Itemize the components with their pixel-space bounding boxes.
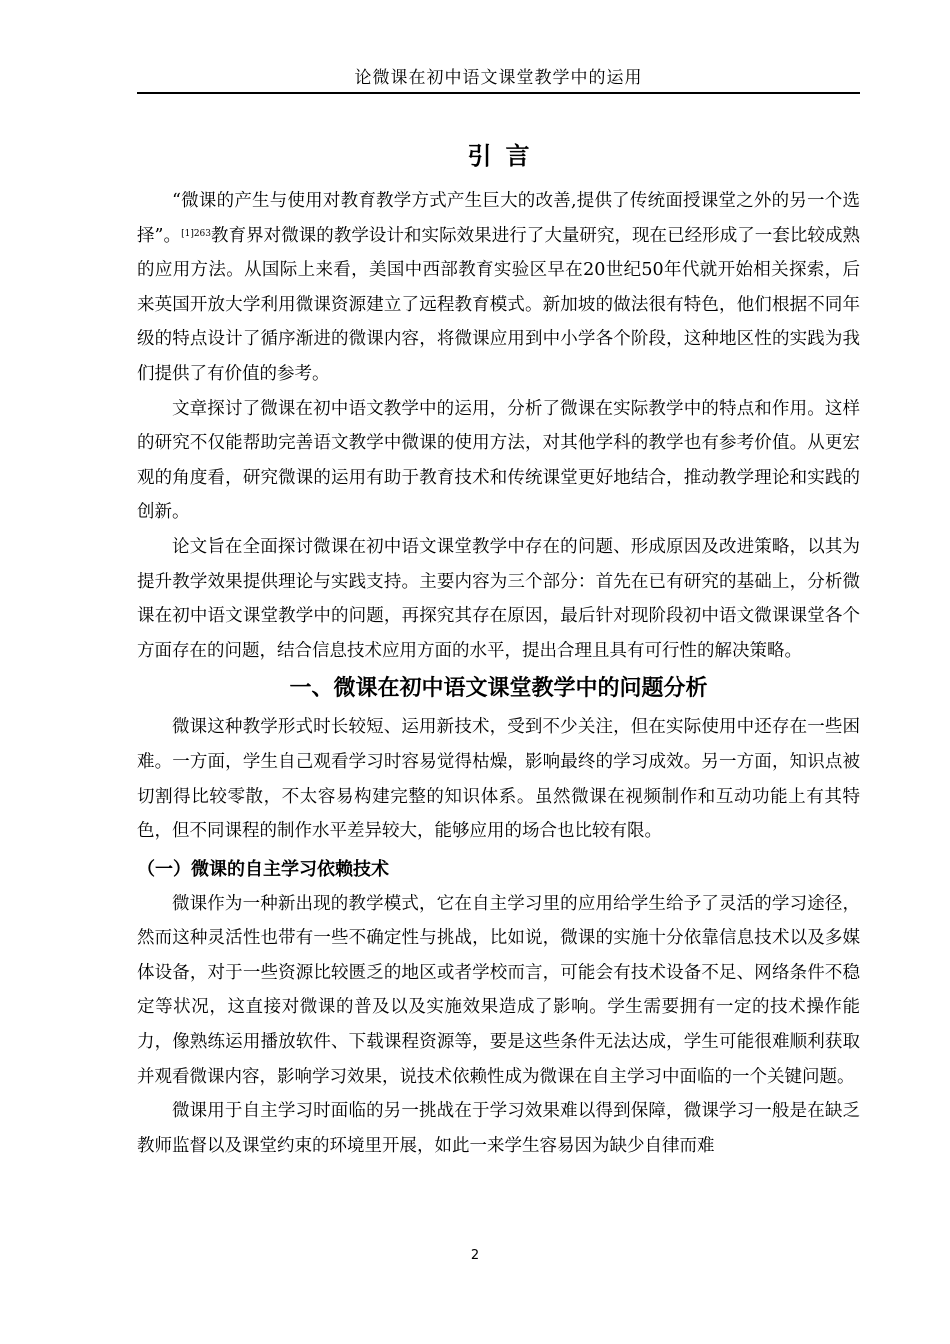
body-content	[137, 128, 860, 1163]
intro-heading: 引言	[467, 142, 544, 170]
page-number: 2	[470, 1248, 480, 1263]
running-header: 论微课在初中语文课堂教学中的运用	[354, 68, 643, 88]
intro-paragraph-3: 论文旨在全面探讨微课在初中语文课堂教学中存在的问题、形成原因及改进策略，以其为提升教学效果提供理论与实践支持。主要内容为三个部分：首先在已有研究的基础上，分析微课在初中语文课堂教学中的问题，再探究其存在原因，最后针对现阶段初中语文微课课堂各个方面存在的问题，结合信息技术应用方面的水平，提出合理且具有可行性的解决策略。	[137, 536, 860, 661]
subsection-1-heading: （一）微课的自主学习依赖技术	[137, 858, 389, 880]
section-1-paragraph-1: 微课这种教学形式时长较短、运用新技术，受到不少关注，但在实际使用中还存在一些困难。一方面，学生自己观看学习时容易觉得枯燥，影响最终的学习成效。另一方面，知识点被切割得比较零散，不太容易构建完整的知识体系。虽然微课在视频制作和互动功能上有其特色，但不同课程的制作水平差异较大，能够应用的场合也比较有限。	[137, 717, 860, 842]
section-1-heading: 一、微课在初中语文课堂教学中的问题分析	[289, 676, 708, 702]
intro-paragraph-1-rest: 教育界对微课的教学设计和实际效果进行了大量研究，现在已经形成了一套比较成熟的应用方法。从国际上来看，美国中西部教育实验区早在20世纪50年代就开始相关探索，后来英国开放大学利用微课资源建立了远程教育模式。新加坡的做法很有特色，他们根据不同年级的特点设计了循序渐进的微课内容，将微课应用到中小学各个阶段，这种地区性的实践为我们提供了有价值的参考。	[137, 225, 861, 384]
header-rule	[137, 92, 860, 94]
subsection-1-paragraph-2: 微课用于自主学习时面临的另一挑战在于学习效果难以得到保障，微课学习一般是在缺乏教师监督以及课堂约束的环境里开展，如此一来学生容易因为缺少自律而难	[137, 1101, 860, 1156]
citation-marker: [1]263	[181, 228, 212, 239]
intro-quote: “微课的产生与使用对教育教学方式产生巨大的改善,提供了传统面授课堂之外的另一个选择”。	[137, 191, 860, 246]
intro-paragraph-2: 文章探讨了微课在初中语文教学中的运用，分析了微课在实际教学中的特点和作用。这样的研究不仅能帮助完善语文教学中微课的使用方法，对其他学科的教学也有参考价值。从更宏观的角度看，研究微课的运用有助于教育技术和传统课堂更好地结合，推动教学理论和实践的创新。	[137, 398, 860, 523]
subsection-1-paragraph-1: 微课作为一种新出现的教学模式，它在自主学习里的应用给学生给予了灵活的学习途径，然而这种灵活性也带有一些不确定性与挑战，比如说，微课的实施十分依靠信息技术以及多媒体设备，对于一些资源比较匮乏的地区或者学校而言，可能会有技术设备不足、网络条件不稳定等状况，这直接对微课的普及以及实施效果造成了影响。学生需要拥有一定的技术操作能力，像熟练运用播放软件、下载课程资源等，要是这些条件无法达成，学生可能很难顺利获取并观看微课内容，影响学习效果，说技术依赖性成为微课在自主学习中面临的一个关键问题。	[137, 893, 860, 1087]
intro-paragraph-1	[137, 184, 860, 392]
